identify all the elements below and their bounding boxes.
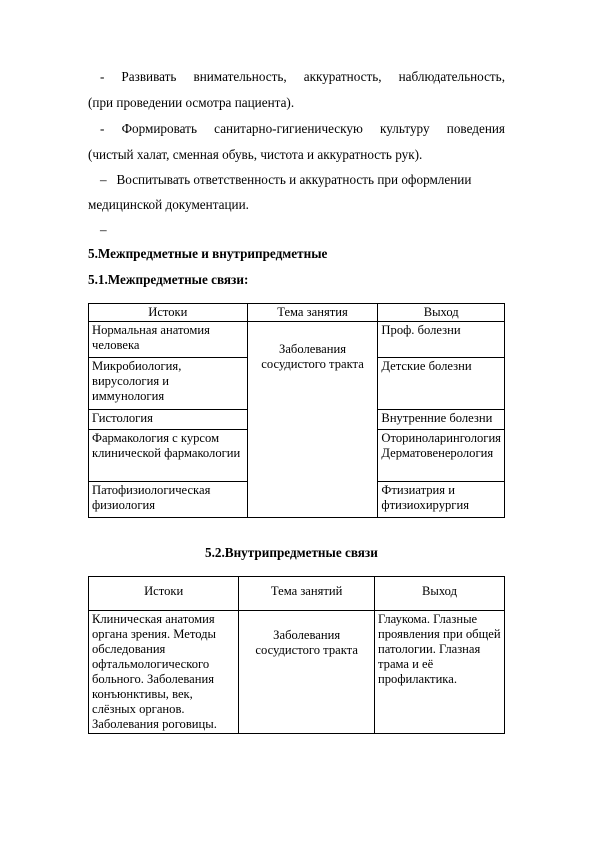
topic-cell: Заболевания сосудистого тракта xyxy=(247,322,378,518)
header-sources: Истоки xyxy=(89,304,248,322)
source-cell: Фармакология с курсом клинической фармакологии xyxy=(89,430,248,482)
source-cell: Нормальная анатомия человека xyxy=(89,322,248,358)
table-header-row xyxy=(89,577,505,611)
output-cell: Внутренние болезни xyxy=(378,410,505,430)
topic-cell: Заболевания сосудистого тракта xyxy=(239,611,375,734)
output-cell: Фтизиатрия и фтизиохирургия xyxy=(378,482,505,518)
empty-dash: – xyxy=(100,222,107,237)
header-output: Выход xyxy=(375,577,505,611)
goal-1-line2: (при проведении осмотра пациента). xyxy=(88,95,295,110)
goal-3-line1: – Воспитывать ответственность и аккуратность при оформлении xyxy=(100,172,472,187)
goal-2-line1: - Формировать санитарно-гигиеническую культуру поведения xyxy=(100,121,505,136)
table-row xyxy=(89,611,505,734)
section-5-1-heading: 5.1.Межпредметные связи: xyxy=(88,272,249,287)
source-cell: Патофизиологическая физиология xyxy=(89,482,248,518)
header-sources: Истоки xyxy=(89,577,239,611)
output-cell: Детские болезни xyxy=(378,358,505,410)
header-topic: Тема занятия xyxy=(247,304,378,322)
section-5-2-heading: 5.2.Внутрипредметные связи xyxy=(205,545,378,560)
source-cell: Клиническая анатомия органа зрения. Методы обследования офтальмологического больного. Заболевания конъюнктивы, век, слёзных органов. Заболевания роговицы. xyxy=(89,611,239,734)
table-header-row xyxy=(89,304,505,322)
intradisciplinary-table xyxy=(88,576,505,734)
output-cell: Глаукома. Глазные проявления при общей патологии. Глазная трама и её профилактика. xyxy=(375,611,505,734)
interdisciplinary-table xyxy=(88,303,505,518)
goal-3-line2: медицинской документации. xyxy=(88,197,249,212)
header-output: Выход xyxy=(378,304,505,322)
goal-1-line1: - Развивать внимательность, аккуратность, наблюдательность, xyxy=(100,69,505,84)
header-topic: Тема занятий xyxy=(239,577,375,611)
output-cell: Проф. болезни xyxy=(378,322,505,358)
source-cell: Микробиология, вирусология и иммунология xyxy=(89,358,248,410)
source-cell: Гистология xyxy=(89,410,248,430)
table-row xyxy=(89,322,505,358)
section-5-heading: 5.Межпредметные и внутрипредметные xyxy=(88,246,328,261)
output-cell: Оториноларингология Дерматовенерология xyxy=(378,430,505,482)
goal-2-line2: (чистый халат, сменная обувь, чистота и аккуратность рук). xyxy=(88,147,423,162)
